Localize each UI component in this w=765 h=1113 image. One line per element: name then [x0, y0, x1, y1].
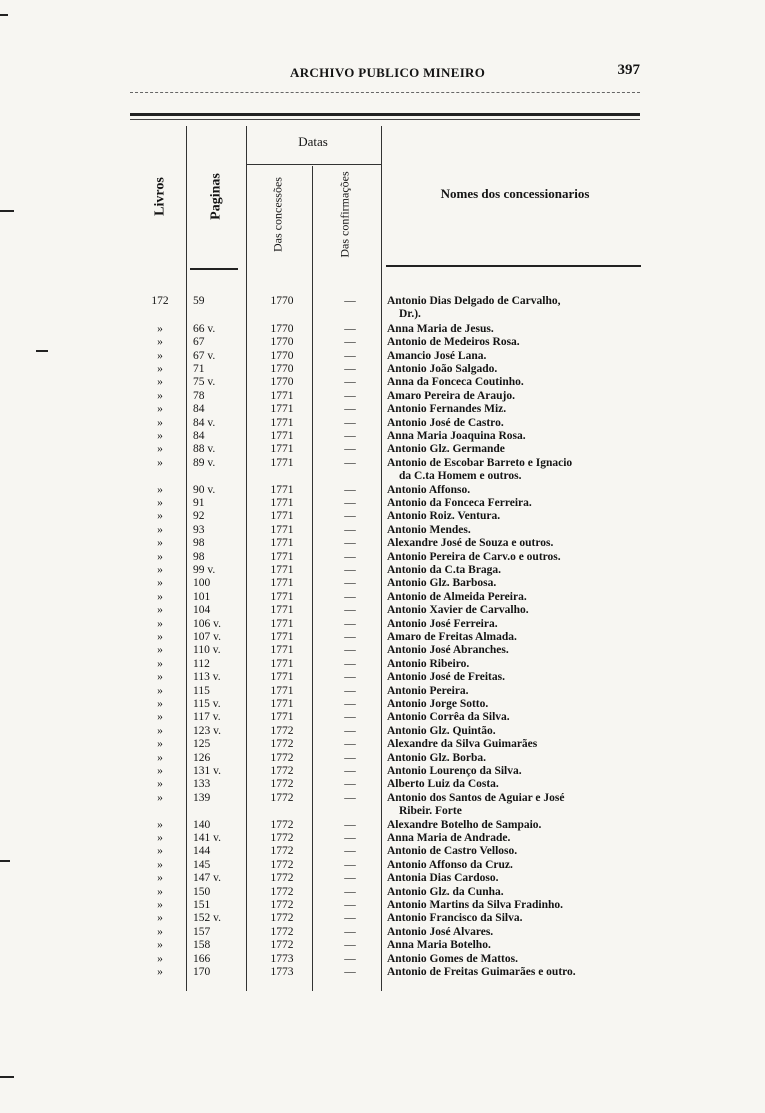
cell-concessao: 1771: [270, 617, 294, 630]
cell-pagina: 90 v.: [193, 483, 216, 496]
cell-nome: Antonio de Castro Velloso.: [387, 845, 518, 858]
cell-concessao: 1772: [270, 845, 294, 858]
cell-confirmacao: —: [344, 295, 356, 307]
cell-concessao: 1772: [270, 939, 294, 952]
cell-confirmacao: —: [344, 497, 356, 509]
cell-pagina: 92: [193, 510, 205, 523]
cell-pagina: 88 v.: [193, 443, 216, 456]
cell-nome: Antonio Jorge Sotto.: [387, 698, 489, 710]
cell-confirmacao: —: [344, 791, 356, 804]
cell-concessao: 1770: [270, 376, 294, 389]
cell-nome: Antonio Glz. Borba.: [387, 751, 487, 764]
cell-confirmacao: —: [344, 925, 356, 938]
cell-concessao: 1770: [270, 322, 294, 335]
cell-pagina: 59: [193, 295, 205, 307]
cell-nome: Antonio de Almeida Pereira.: [387, 590, 527, 603]
cell-concessao: 1770: [270, 363, 294, 375]
cell-livro: »: [157, 617, 163, 630]
cell-concessao: 1771: [270, 430, 294, 442]
cell-pagina: 78: [193, 389, 205, 402]
cell-pagina: 131 v.: [193, 765, 222, 777]
cell-confirmacao: —: [344, 738, 356, 751]
cell-concessao: 1771: [270, 711, 294, 724]
cell-concessao: 1772: [270, 912, 294, 925]
cell-pagina: 133: [193, 778, 211, 791]
cell-confirmacao: —: [344, 631, 356, 643]
cell-nome: Alexandre José de Souza e outros.: [387, 537, 554, 550]
cell-confirmacao: —: [344, 456, 356, 469]
cell-nome: Antonio Glz. da Cunha.: [387, 885, 504, 898]
cell-concessao: 1772: [270, 899, 294, 911]
cell-confirmacao: —: [344, 322, 356, 335]
cell-nome: Antonio Affonso.: [387, 483, 471, 496]
cell-pagina: 106 v.: [193, 617, 222, 630]
cell-confirmacao: —: [344, 376, 356, 389]
cell-pagina: 139: [193, 791, 211, 804]
cell-concessao: 1772: [270, 818, 294, 831]
cell-livro: »: [157, 322, 163, 335]
cell-livro: »: [157, 443, 163, 456]
cell-livro: »: [157, 791, 163, 804]
cell-concessao: 1771: [270, 550, 294, 563]
margin-mark: [0, 860, 10, 862]
cell-confirmacao: —: [344, 644, 356, 657]
cell-pagina: 126: [193, 751, 211, 764]
cell-concessao: 1770: [270, 295, 294, 307]
cell-livro: 172: [151, 295, 169, 307]
cell-concessao: 1772: [270, 778, 294, 791]
cell-confirmacao: —: [344, 832, 356, 844]
cell-concessao: 1771: [270, 389, 294, 402]
cell-concessao: 1772: [270, 832, 294, 844]
cell-pagina: 157: [193, 925, 211, 938]
cell-confirmacao: —: [344, 510, 356, 523]
cell-concessao: 1772: [270, 738, 294, 751]
cell-pagina: 98: [193, 537, 205, 550]
page-header: [140, 62, 640, 84]
cell-concessao: 1771: [270, 403, 294, 416]
cell-concessao: 1772: [270, 791, 294, 804]
cell-concessao: 1771: [270, 416, 294, 429]
cell-livro: »: [157, 684, 163, 697]
cell-nome: Anna Maria Botelho.: [387, 939, 491, 952]
cell-concessao: 1771: [270, 631, 294, 643]
cell-livro: »: [157, 966, 163, 978]
cell-livro: »: [157, 336, 163, 349]
cell-confirmacao: —: [344, 858, 356, 871]
cell-pagina: 75 v.: [193, 376, 216, 389]
cell-livro: »: [157, 845, 163, 858]
cell-nome: Antonio Glz. Quintão.: [387, 724, 496, 737]
cell-nome: Anna Maria Joaquina Rosa.: [387, 430, 526, 442]
cell-livro: »: [157, 698, 163, 710]
cell-nome: Antonio Dias Delgado de Carvalho,: [387, 295, 561, 307]
cell-pagina: 93: [193, 523, 205, 536]
cell-livro: »: [157, 349, 163, 362]
cell-pagina: 158: [193, 939, 211, 952]
cell-livro: »: [157, 550, 163, 563]
cell-concessao: 1771: [270, 684, 294, 697]
cell-pagina: 104: [193, 604, 211, 617]
cell-concessao: 1771: [270, 644, 294, 657]
cell-pagina: 141 v.: [193, 832, 222, 844]
cell-concessao: 1771: [270, 523, 294, 536]
cell-livro: »: [157, 497, 163, 509]
cell-pagina: 152 v.: [193, 912, 222, 925]
cell-pagina: 71: [193, 363, 205, 375]
cell-pagina: 145: [193, 858, 211, 871]
datas-divider: [246, 164, 381, 165]
cell-nome: Antonio Martins da Silva Fradinho.: [387, 899, 564, 911]
cell-pagina: 84: [193, 430, 205, 442]
cell-nome: Antonio Gomes de Mattos.: [387, 952, 518, 965]
cell-nome: Antonio José de Castro.: [387, 416, 504, 429]
cell-confirmacao: —: [344, 349, 356, 362]
cell-livro: »: [157, 403, 163, 416]
cell-nome: Amaro de Freitas Almada.: [387, 631, 517, 643]
cell-concessao: 1772: [270, 925, 294, 938]
cell-livro: »: [157, 644, 163, 657]
cell-pagina: 100: [193, 577, 211, 590]
margin-mark: [0, 210, 14, 212]
cell-concessao: 1772: [270, 724, 294, 737]
cell-nome: Antonio Mendes.: [387, 523, 471, 536]
cell-livro: »: [157, 832, 163, 844]
cell-pagina: 123 v.: [193, 724, 222, 737]
cell-nome: Antonio Pereira de Carv.o e outros.: [387, 550, 561, 563]
cell-nome: Antonio Pereira.: [387, 684, 469, 697]
cell-confirmacao: —: [344, 724, 356, 737]
cell-pagina: 166: [193, 952, 211, 965]
cell-nome: Anna Maria de Jesus.: [387, 322, 494, 335]
cell-livro: »: [157, 751, 163, 764]
cell-nome: Antonio de Freitas Guimarães e outro.: [387, 966, 576, 978]
column-header-livros: Livros: [152, 177, 168, 216]
margin-mark: [0, 14, 8, 16]
cell-concessao: 1770: [270, 336, 294, 349]
cell-pagina: 170: [193, 966, 211, 978]
cell-livro: »: [157, 912, 163, 925]
cell-concessao: 1771: [270, 497, 294, 509]
cell-nome: Antonio José Abranches.: [387, 644, 509, 657]
cell-concessao: 1771: [270, 510, 294, 523]
header-rule: [130, 92, 640, 93]
cell-confirmacao: —: [344, 550, 356, 563]
cell-livro: »: [157, 657, 163, 670]
cell-confirmacao: —: [344, 912, 356, 925]
cell-nome: Antonio Glz. Barbosa.: [387, 577, 497, 590]
cell-confirmacao: —: [344, 564, 356, 576]
cell-livro: »: [157, 430, 163, 442]
cell-livro: »: [157, 818, 163, 831]
cell-concessao: 1773: [270, 966, 294, 978]
cell-pagina: 99 v.: [193, 564, 216, 576]
cell-pagina: 101: [193, 590, 211, 603]
cell-confirmacao: —: [344, 604, 356, 617]
cell-confirmacao: —: [344, 657, 356, 670]
column-divider: [186, 126, 187, 991]
cell-confirmacao: —: [344, 966, 356, 978]
cell-confirmacao: —: [344, 899, 356, 911]
cell-pagina: 125: [193, 738, 211, 751]
cell-confirmacao: —: [344, 845, 356, 858]
cell-concessao: 1771: [270, 443, 294, 456]
cell-nome: Antonio José Ferreira.: [387, 617, 498, 630]
cell-confirmacao: —: [344, 389, 356, 402]
cell-confirmacao: —: [344, 617, 356, 630]
column-header-nomes: Nomes dos concessionarios: [440, 186, 590, 201]
cell-livro: »: [157, 389, 163, 402]
cell-pagina: 89 v.: [193, 456, 216, 469]
cell-nome: Antonio de Escobar Barreto e Ignacio: [387, 456, 573, 469]
cell-pagina: 98: [193, 550, 205, 563]
cell-pagina: 84: [193, 403, 205, 416]
cell-nome: Antonio Affonso da Cruz.: [387, 858, 513, 871]
cell-nome: Antonio Corrêa da Silva.: [387, 711, 510, 724]
cell-confirmacao: —: [344, 872, 356, 885]
margin-mark: [36, 350, 48, 352]
cell-livro: »: [157, 590, 163, 603]
cell-livro: »: [157, 765, 163, 777]
cell-nome: Antonio João Salgado.: [387, 363, 498, 375]
column-divider: [246, 126, 247, 991]
cell-pagina: 115 v.: [193, 698, 221, 710]
cell-confirmacao: —: [344, 671, 356, 684]
cell-livro: »: [157, 925, 163, 938]
cell-pagina: 117 v.: [193, 711, 221, 724]
cell-livro: »: [157, 671, 163, 684]
cell-livro: »: [157, 510, 163, 523]
cell-livro: »: [157, 564, 163, 576]
cell-livro: »: [157, 711, 163, 724]
cell-nome: Antonio da Fonceca Ferreira.: [387, 497, 532, 509]
header-underline: [190, 268, 238, 270]
cell-nome: Antonia Dias Cardoso.: [387, 872, 499, 885]
cell-concessao: 1772: [270, 751, 294, 764]
cell-livro: »: [157, 456, 163, 469]
cell-nome: Antonio Ribeiro.: [387, 657, 470, 670]
cell-pagina: 91: [193, 497, 205, 509]
cell-confirmacao: —: [344, 885, 356, 898]
cell-concessao: 1772: [270, 872, 294, 885]
cell-pagina: 66 v.: [193, 322, 216, 335]
page-number: 397: [617, 62, 640, 78]
cell-pagina: 67 v.: [193, 349, 216, 362]
table-top-rule: [130, 113, 640, 116]
header-underline: [386, 265, 641, 267]
margin-mark: [0, 1076, 14, 1078]
cell-livro: »: [157, 577, 163, 590]
cell-pagina: 144: [193, 845, 211, 858]
cell-pagina: 147 v.: [193, 872, 222, 885]
cell-concessao: 1771: [270, 456, 294, 469]
column-header-datas: Datas: [298, 134, 328, 149]
cell-livro: »: [157, 738, 163, 751]
cell-confirmacao: —: [344, 698, 356, 710]
cell-concessao: 1773: [270, 952, 294, 965]
cell-nome-continuation: Ribeir. Forte: [399, 805, 462, 818]
cell-pagina: 150: [193, 885, 211, 898]
cell-nome: Antonio Francisco da Silva.: [387, 912, 523, 925]
cell-concessao: 1772: [270, 765, 294, 777]
cell-pagina: 151: [193, 899, 211, 911]
cell-confirmacao: —: [344, 818, 356, 831]
cell-confirmacao: —: [344, 537, 356, 550]
cell-livro: »: [157, 537, 163, 550]
cell-confirmacao: —: [344, 577, 356, 590]
cell-livro: »: [157, 872, 163, 885]
cell-concessao: 1771: [270, 577, 294, 590]
cell-livro: »: [157, 899, 163, 911]
cell-nome: Antonio José Alvares.: [387, 925, 494, 938]
cell-confirmacao: —: [344, 590, 356, 603]
cell-confirmacao: —: [344, 778, 356, 791]
cell-nome: Antonio Glz. Germande: [387, 443, 505, 456]
cell-pagina: 84 v.: [193, 416, 216, 429]
cell-confirmacao: —: [344, 765, 356, 777]
cell-livro: »: [157, 778, 163, 791]
cell-nome: Antonio Roiz. Ventura.: [387, 510, 501, 523]
cell-concessao: 1771: [270, 698, 294, 710]
cell-confirmacao: —: [344, 684, 356, 697]
cell-confirmacao: —: [344, 403, 356, 416]
cell-confirmacao: —: [344, 430, 356, 442]
table-top-rule-thin: [130, 119, 640, 120]
cell-nome: Amaro Pereira de Araujo.: [387, 389, 515, 402]
cell-nome-continuation: da C.ta Homem e outros.: [399, 470, 522, 483]
cell-nome: Antonio da C.ta Braga.: [387, 564, 502, 576]
cell-concessao: 1771: [270, 483, 294, 496]
cell-concessao: 1771: [270, 537, 294, 550]
cell-nome: Anna da Fonceca Coutinho.: [387, 376, 524, 389]
cell-livro: »: [157, 363, 163, 375]
cell-livro: »: [157, 724, 163, 737]
column-header-confirmacoes: Das confirmações: [337, 171, 352, 258]
cell-nome: Amancio José Lana.: [387, 349, 487, 362]
cell-concessao: 1772: [270, 858, 294, 871]
cell-concessao: 1771: [270, 657, 294, 670]
cell-pagina: 140: [193, 818, 211, 831]
cell-livro: »: [157, 858, 163, 871]
cell-confirmacao: —: [344, 939, 356, 952]
cell-livro: »: [157, 885, 163, 898]
cell-pagina: 67: [193, 336, 205, 349]
cell-pagina: 112: [193, 657, 210, 670]
cell-livro: »: [157, 604, 163, 617]
cell-confirmacao: —: [344, 952, 356, 965]
cell-nome: Alexandre Botelho de Sampaio.: [387, 818, 542, 831]
cell-nome: Anna Maria de Andrade.: [387, 832, 511, 844]
cell-livro: »: [157, 416, 163, 429]
cell-pagina: 110 v.: [193, 644, 221, 657]
cell-livro: »: [157, 952, 163, 965]
cell-confirmacao: —: [344, 443, 356, 456]
column-divider: [381, 126, 382, 991]
cell-concessao: 1771: [270, 604, 294, 617]
cell-concessao: 1771: [270, 590, 294, 603]
cell-pagina: 115: [193, 684, 210, 697]
cell-concessao: 1770: [270, 349, 294, 362]
cell-livro: »: [157, 523, 163, 536]
cell-livro: »: [157, 483, 163, 496]
cell-livro: »: [157, 939, 163, 952]
column-header-concessoes: Das concessões: [270, 177, 285, 252]
cell-concessao: 1772: [270, 885, 294, 898]
column-divider: [312, 166, 313, 991]
cell-confirmacao: —: [344, 711, 356, 724]
cell-confirmacao: —: [344, 523, 356, 536]
cell-pagina: 113 v.: [193, 671, 221, 684]
cell-nome: Antonio Fernandes Miz.: [387, 403, 507, 416]
cell-confirmacao: —: [344, 336, 356, 349]
cell-confirmacao: —: [344, 751, 356, 764]
cell-nome: Antonio Lourenço da Silva.: [387, 765, 522, 777]
cell-nome: Alexandre da Silva Guimarães: [387, 738, 538, 751]
cell-concessao: 1771: [270, 671, 294, 684]
cell-nome: Antonio Xavier de Carvalho.: [387, 604, 529, 617]
cell-nome-continuation: Dr.).: [399, 308, 421, 321]
cell-nome: Antonio dos Santos de Aguiar e José: [387, 791, 565, 804]
column-header-paginas: Paginas: [208, 173, 224, 220]
cell-livro: »: [157, 631, 163, 643]
running-title: ARCHIVO PUBLICO MINEIRO: [290, 65, 486, 80]
cell-confirmacao: —: [344, 363, 356, 375]
cell-confirmacao: —: [344, 416, 356, 429]
cell-nome: Alberto Luiz da Costa.: [387, 778, 499, 791]
cell-nome: Antonio de Medeiros Rosa.: [387, 336, 520, 349]
cell-confirmacao: —: [344, 483, 356, 496]
cell-concessao: 1771: [270, 564, 294, 576]
cell-nome: Antonio José de Freitas.: [387, 671, 505, 684]
cell-pagina: 107 v.: [193, 631, 222, 643]
cell-livro: »: [157, 376, 163, 389]
